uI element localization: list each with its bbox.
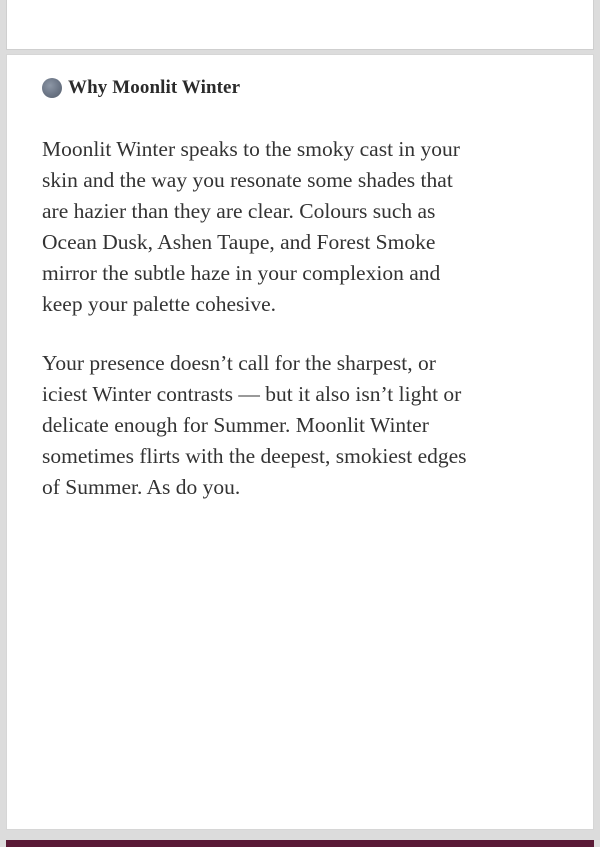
content-card — [6, 54, 594, 830]
previous-card — [6, 0, 594, 50]
section-header — [42, 77, 240, 99]
bottom-accent-bar — [6, 840, 594, 847]
description-paragraph-2: Your presence doesn’t call for the sharpest, or iciest Winter contrasts — but it also isn’t light or delicate enough for Summer. Moonlit Winter sometimes flirts with the deepest, smokiest edges of Summer. As do you. — [42, 351, 467, 499]
section-title: Why Moonlit Winter — [68, 77, 241, 98]
moon-bullet-icon — [42, 78, 62, 98]
description-paragraph-1: Moonlit Winter speaks to the smoky cast in your skin and the way you resonate some shades that are hazier than they are clear. Colours such as Ocean Dusk, Ashen Taupe, and Forest Smoke mirror the subtle haze in your complexion and keep your palette cohesive. — [42, 137, 460, 316]
